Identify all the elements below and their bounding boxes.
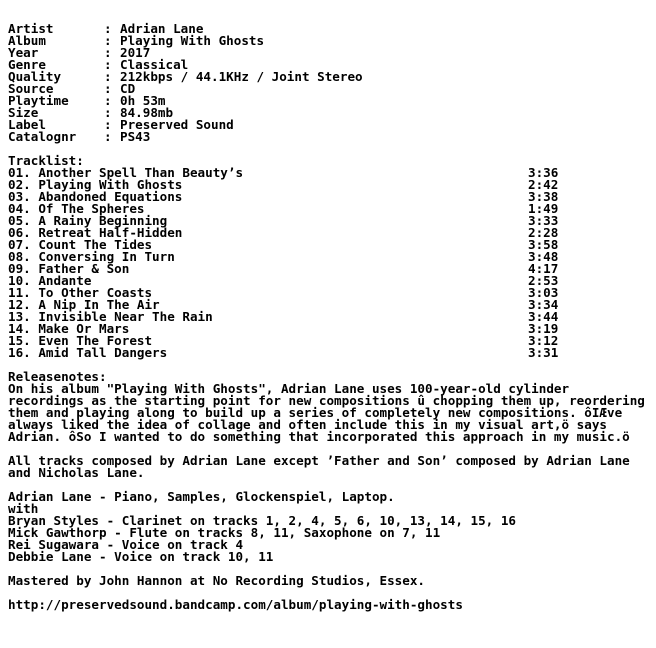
track-duration: 3:33 (528, 213, 559, 228)
track-title: 07. Count The Tides (8, 237, 153, 252)
metadata-row-catalognr (8, 131, 652, 143)
tracklist-heading: Tracklist: (8, 153, 84, 168)
track-title: 01. Another Spell Than Beauty’s (8, 165, 244, 180)
track-title: 14. Make Or Mars (8, 321, 130, 336)
track-title: 08. Conversing In Turn (8, 249, 175, 264)
track-duration: 3:58 (528, 237, 559, 252)
metadata-separator: : (104, 117, 112, 132)
track-duration: 3:48 (528, 249, 559, 264)
track-duration: 3:19 (528, 321, 559, 336)
metadata-separator: : (104, 93, 112, 108)
credit-line: Debbie Lane - Voice on track 10, 11 (8, 549, 274, 564)
releasenotes-heading: Releasenotes: (8, 369, 107, 384)
mastering-credit: Mastered by John Hannon at No Recording Studios, Essex. (8, 573, 426, 588)
metadata-value-source: CD (120, 81, 136, 96)
metadata-key: Label (8, 117, 46, 132)
track-duration: 3:31 (528, 345, 559, 360)
metadata-key: Quality (8, 69, 62, 84)
track-duration: 3:38 (528, 189, 559, 204)
performer-credits (8, 491, 652, 563)
metadata-key: Year (8, 45, 39, 60)
track-title: 09. Father & Son (8, 261, 130, 276)
metadata-key: Source (8, 81, 54, 96)
metadata-value-year: 2017 (120, 45, 151, 60)
tracklist (8, 167, 652, 359)
track-title: 05. A Rainy Beginning (8, 213, 168, 228)
metadata-key: Artist (8, 21, 54, 36)
track-title: 16. Amid Tall Dangers (8, 345, 168, 360)
track-duration: 3:12 (528, 333, 559, 348)
metadata-value-catalognr: PS43 (120, 129, 151, 144)
metadata-key: Genre (8, 57, 46, 72)
track-duration: 1:49 (528, 201, 559, 216)
metadata-separator: : (104, 81, 112, 96)
metadata-value-playtime: 0h 53m (120, 93, 166, 108)
track-title: 11. To Other Coasts (8, 285, 153, 300)
track-title: 06. Retreat Half-Hidden (8, 225, 183, 240)
releasenotes-paragraph: On his album "Playing With Ghosts", Adrian Lane uses 100-year-old cylinder recordings as the starting point for new compositions û chopping them up, reordering them and playing along to build up a series of completely new compositions. ôIÆve always liked the idea of collage and often include this in my visual art,ö says Adrian. ôSo I wanted to do something that incorporated this approach in my music.ö (8, 381, 653, 444)
credit-line: Adrian Lane - Piano, Samples, Glockenspiel, Laptop. (8, 489, 395, 504)
metadata-value-artist: Adrian Lane (120, 21, 204, 36)
track-title: 13. Invisible Near The Rain (8, 309, 213, 324)
track-duration: 2:28 (528, 225, 559, 240)
track-duration: 4:17 (528, 261, 559, 276)
credit-line: Bryan Styles - Clarinet on tracks 1, 2, 4, 5, 6, 10, 13, 14, 15, 16 (8, 513, 516, 528)
composer-credits: All tracks composed by Adrian Lane except ’Father and Son’ composed by Adrian Lane and Nicholas Lane. (8, 453, 638, 480)
track-title: 15. Even The Forest (8, 333, 153, 348)
metadata-value-album: Playing With Ghosts (120, 33, 265, 48)
track-row (8, 347, 652, 359)
track-duration: 3:36 (528, 165, 559, 180)
credit-line: with (8, 501, 39, 516)
track-duration: 2:53 (528, 273, 559, 288)
metadata-separator: : (104, 69, 112, 84)
album-url: http://preservedsound.bandcamp.com/album/playing-with-ghosts (8, 597, 463, 612)
track-title: 04. Of The Spheres (8, 201, 145, 216)
nfo-document (8, 23, 652, 611)
track-title: 02. Playing With Ghosts (8, 177, 183, 192)
metadata-separator: : (104, 21, 112, 36)
credit-line: Mick Gawthorp - Flute on tracks 8, 11, Saxophone on 7, 11 (8, 525, 441, 540)
credit-line: Rei Sugawara - Voice on track 4 (8, 537, 244, 552)
metadata-separator: : (104, 45, 112, 60)
metadata-value-label: Preserved Sound (120, 117, 234, 132)
metadata-key: Album (8, 33, 46, 48)
metadata-key: Playtime (8, 93, 69, 108)
track-title: 12. A Nip In The Air (8, 297, 160, 312)
track-title: 03. Abandoned Equations (8, 189, 183, 204)
metadata-key: Catalognr (8, 129, 77, 144)
metadata-separator: : (104, 105, 112, 120)
metadata-separator: : (104, 129, 112, 144)
track-duration: 2:42 (528, 177, 559, 192)
metadata-separator: : (104, 33, 112, 48)
track-duration: 3:44 (528, 309, 559, 324)
track-title: 10. Andante (8, 273, 92, 288)
spacer (8, 143, 652, 155)
metadata-separator: : (104, 57, 112, 72)
metadata-value-quality: 212kbps / 44.1KHz / Joint Stereo (120, 69, 363, 84)
metadata-key: Size (8, 105, 39, 120)
metadata-value-genre: Classical (120, 57, 189, 72)
metadata-block (8, 23, 652, 143)
metadata-value-size: 84.98mb (120, 105, 174, 120)
track-duration: 3:34 (528, 297, 559, 312)
track-duration: 3:03 (528, 285, 559, 300)
